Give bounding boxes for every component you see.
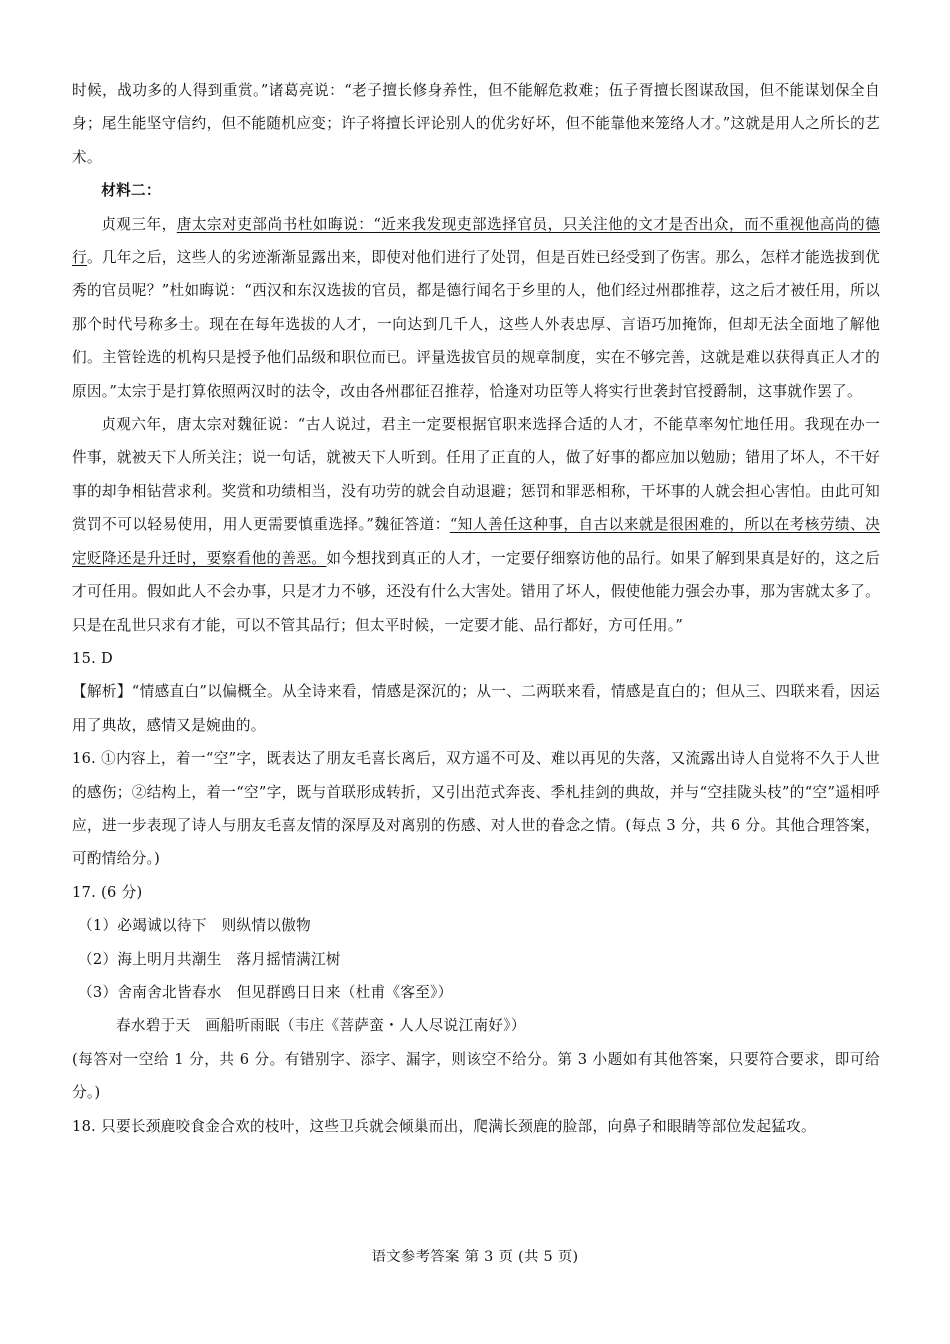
- page-footer: 语文参考答案 第 3 页 (共 5 页): [371, 1249, 579, 1265]
- document-body: [72, 74, 880, 1143]
- material2-p2-lead: 贞观六年，唐太宗对魏征说：“古人说过，君主一定要根据官职来选择合适的人才，不能草率匆忙地任用。我现在办一件事，就被天下人所关注；说一句话，就被天下人听到。任用了正直的人，做了好事的都应加以勉励；错用了坏人，不干好事的却争相钻营求利。奖赏和功绩相当，没有功劳的就会自动退避；惩罚和罪恶相称，干坏事的人就会担心害怕。由此可知赏罚不可以轻易使用，用人更需要慎重选择。”魏征答道：: [72, 416, 880, 534]
- material2-p2-underlined: “知人善任这种事，自古以来就是很困难的，所以在考核劳绩、决定贬降还是升迁时，要察看他的善恶。: [72, 516, 880, 567]
- material1-tail-paragraph: 时候，战功多的人得到重赏。”诸葛亮说：“老子擅长修身养性，但不能解危救难；伍子胥擅长图谋敌国，但不能谋划保全自身；尾生能坚守信约，但不能随机应变；许子将擅长评论别人的优劣好坏，但不能靠他来笼络人才。”这就是用人之所长的艺术。: [72, 82, 880, 166]
- material2-p1-lead: 贞观三年，: [101, 215, 177, 233]
- material2-paragraph-2: [72, 408, 880, 642]
- q17-line-1: （1）必竭诚以待下 则纵情以傲物: [78, 917, 311, 935]
- q17-line-3: （3）舍南舍北皆春水 但见群鸥日日来（杜甫《客至》）: [78, 983, 453, 1001]
- material2-paragraph-1: [72, 208, 880, 408]
- q15-analysis: 【解析】“情感直白”以偏概全。从全诗来看，情感是深沉的；从一、二两联来看，情感是直白的；但从三、四联来看，因运用了典故，感情又是婉曲的。: [72, 683, 880, 734]
- q18-answer: 18. 只要长颈鹿咬食金合欢的枝叶，这些卫兵就会倾巢而出，爬满长颈鹿的脸部，向鼻子和眼睛等部位发起猛攻。: [72, 1117, 816, 1135]
- q17-header: 17. (6 分): [72, 883, 143, 901]
- q15-answer: 15. D: [72, 649, 114, 667]
- q17-line-4: 春水碧于天 画船听雨眠（韦庄《菩萨蛮・人人尽说江南好》）: [116, 1017, 526, 1035]
- material2-p1-underlined: 唐太宗对吏部尚书杜如晦说：“近来我发现吏部选择官员，只关注他的文才是否出众，而不重视他高尚的德行: [72, 215, 880, 267]
- q17-line-2: （2）海上明月共潮生 落月摇情满江树: [78, 950, 341, 968]
- material2-heading: 材料二：: [101, 182, 161, 200]
- q16-answer: 16. ①内容上，着一“空”字，既表达了朋友毛喜长离后，双方遥不可及、难以再见的失落，又流露出诗人自觉将不久于人世的感伤；②结构上，着一“空”字，既与首联形成转折，又引出范式奔丧、季札挂剑的典故，并与“空挂陇头枝”的“空”遥相呼应，进一步表现了诗人与朋友毛喜友情的深厚及对离别的伤感、对人世的眷念之情。(每点 3 分，共 6 分。其他合理答案，可酌情给分。): [72, 750, 880, 868]
- material2-p2-rest: 如今想找到真正的人才，一定要仔细察访他的品行。如果了解到果真是好的，这之后才可任用。假如此人不会办事，只是才力不够，还没有什么大害处。错用了坏人，假使他能力强会办事，那为害就太多了。只是在乱世只求有才能，可以不管其品行；但太平时候，一定要才能、品行都好，方可任用。”: [72, 549, 880, 634]
- q17-scoring-note: (每答对一空给 1 分，共 6 分。有错别字、添字、漏字，则该空不给分。第 3 小题如有其他答案，只要符合要求，即可给分。): [72, 1050, 880, 1102]
- material2-p1-rest: 。几年之后，这些人的劣迹渐渐显露出来，即使对他们进行了处罚，但是百姓已经受到了伤害。那么，怎样才能选拔到优秀的官员呢？”杜如晦说：“西汉和东汉选拔的官员，都是德行闻名于乡里的人，他们经过州郡推荐，这之后才被任用，所以那个时代号称多士。现在在每年选拔的人才，一向达到几千人，这些人外表忠厚、言语巧加掩饰，但却无法全面地了解他们。主管铨选的机构只是授予他们品级和职位而已。评量选拔官员的规章制度，实在不够完善，这就是难以获得真正人才的原因。”太宗于是打算依照两汉时的法令，改由各州郡征召推荐，恰逢对功臣等人将实行世袭封官授爵制，这事就作罢了。: [72, 249, 880, 400]
